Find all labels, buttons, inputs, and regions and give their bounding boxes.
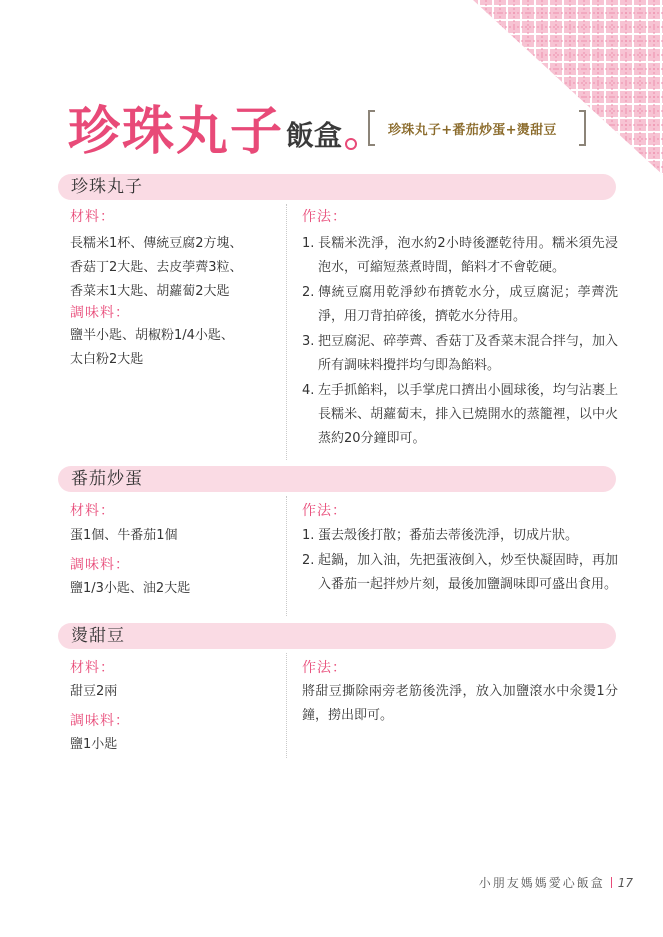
ingredients-label: 材料：: [70, 660, 115, 676]
corner-pattern: [473, 0, 663, 175]
step-item: 4. 左手抓餡料，以手掌虎口擠出小圓球後，均勻沾裹上長糯米、胡蘿蔔末，排入已燒開水的蒸籠裡，以中火蒸約20分鐘即可。: [302, 383, 618, 446]
seasoning-list: [70, 733, 117, 757]
section-title: 燙甜豆: [71, 626, 125, 646]
section-header-tomato-egg: [58, 466, 616, 492]
ingredient-line: 蛋1個、牛番茄1個: [70, 528, 178, 543]
title-dot-icon: [345, 138, 357, 150]
section-header-pearl-balls: [58, 174, 616, 200]
ingredients-list: [70, 524, 178, 548]
seasoning-line: 鹽1/3小匙、油2大匙: [70, 581, 191, 596]
seasoning-list: [70, 324, 234, 372]
bracket-right-icon: [579, 110, 586, 146]
section-title: 珍珠丸子: [71, 177, 143, 197]
step-item: 3. 把豆腐泥、碎荸薺、香菇丁及香菜末混合拌勻，加入所有調味料攪拌均勻即為餡料。: [302, 334, 618, 373]
bracket-left-icon: [368, 110, 375, 146]
page-number: 17: [617, 875, 633, 890]
ingredient-line: 香菇丁2大匙、去皮荸薺3粒、: [70, 260, 243, 275]
title-sub: 飯盒: [286, 119, 343, 152]
seasoning-list: [70, 577, 190, 601]
book-title: 小朋友媽媽愛心飯盒: [478, 876, 605, 890]
ingredients-list: [70, 232, 243, 304]
method-label: 作法：: [302, 660, 347, 676]
ingredients-label: 材料：: [70, 503, 115, 519]
column-divider: [286, 496, 287, 616]
ingredient-line: 香菜末1大匙、胡蘿蔔2大匙: [70, 284, 230, 299]
seasoning-label: 調味料：: [70, 305, 130, 321]
section-title: 番茄炒蛋: [71, 469, 143, 489]
subtitle: 珍珠丸子+番茄炒蛋+燙甜豆: [388, 123, 557, 138]
seasoning-line: 太白粉2大匙: [70, 352, 144, 367]
step-item: 1. 長糯米洗淨，泡水約2小時後瀝乾待用。糯米須先浸泡水，可縮短蒸煮時間，餡料才不會乾硬。: [302, 236, 618, 275]
column-divider: [286, 204, 287, 460]
method-steps: [302, 232, 618, 452]
method-text: 將甜豆撕除兩旁老筋後洗淨，放入加鹽滾水中氽燙1分鐘，撈出即可。: [302, 684, 618, 723]
method-label: 作法：: [302, 503, 347, 519]
method-steps: [302, 524, 618, 598]
step-item: 2. 起鍋，加入油，先把蛋液倒入，炒至快凝固時，再加入番茄一起拌炒片刻，最後加鹽調味即可盛出食用。: [302, 553, 618, 592]
subtitle-box: [368, 110, 586, 148]
ingredients-list: [70, 680, 117, 704]
seasoning-label: 調味料：: [70, 713, 130, 729]
column-divider: [286, 653, 287, 758]
method-label: 作法：: [302, 209, 347, 225]
section-header-snap-peas: [58, 623, 616, 649]
page-title: [68, 92, 357, 162]
seasoning-label: 調味料：: [70, 557, 130, 573]
step-item: 1. 蛋去殼後打散；番茄去蒂後洗淨，切成片狀。: [302, 528, 579, 543]
footer-separator: [611, 877, 612, 888]
step-item: 2. 傳統豆腐用乾淨紗布擠乾水分，成豆腐泥；荸薺洗淨，用刀背拍碎後，擠乾水分待用。: [302, 285, 618, 324]
title-main: 珍珠丸子: [68, 102, 285, 162]
ingredient-line: 長糯米1杯、傳統豆腐2方塊、: [70, 236, 243, 251]
page-footer: [479, 874, 633, 891]
seasoning-line: 鹽半小匙、胡椒粉1/4小匙、: [70, 328, 234, 343]
seasoning-line: 鹽1小匙: [70, 737, 118, 752]
ingredients-label: 材料：: [70, 209, 115, 225]
ingredient-line: 甜豆2兩: [70, 684, 118, 699]
